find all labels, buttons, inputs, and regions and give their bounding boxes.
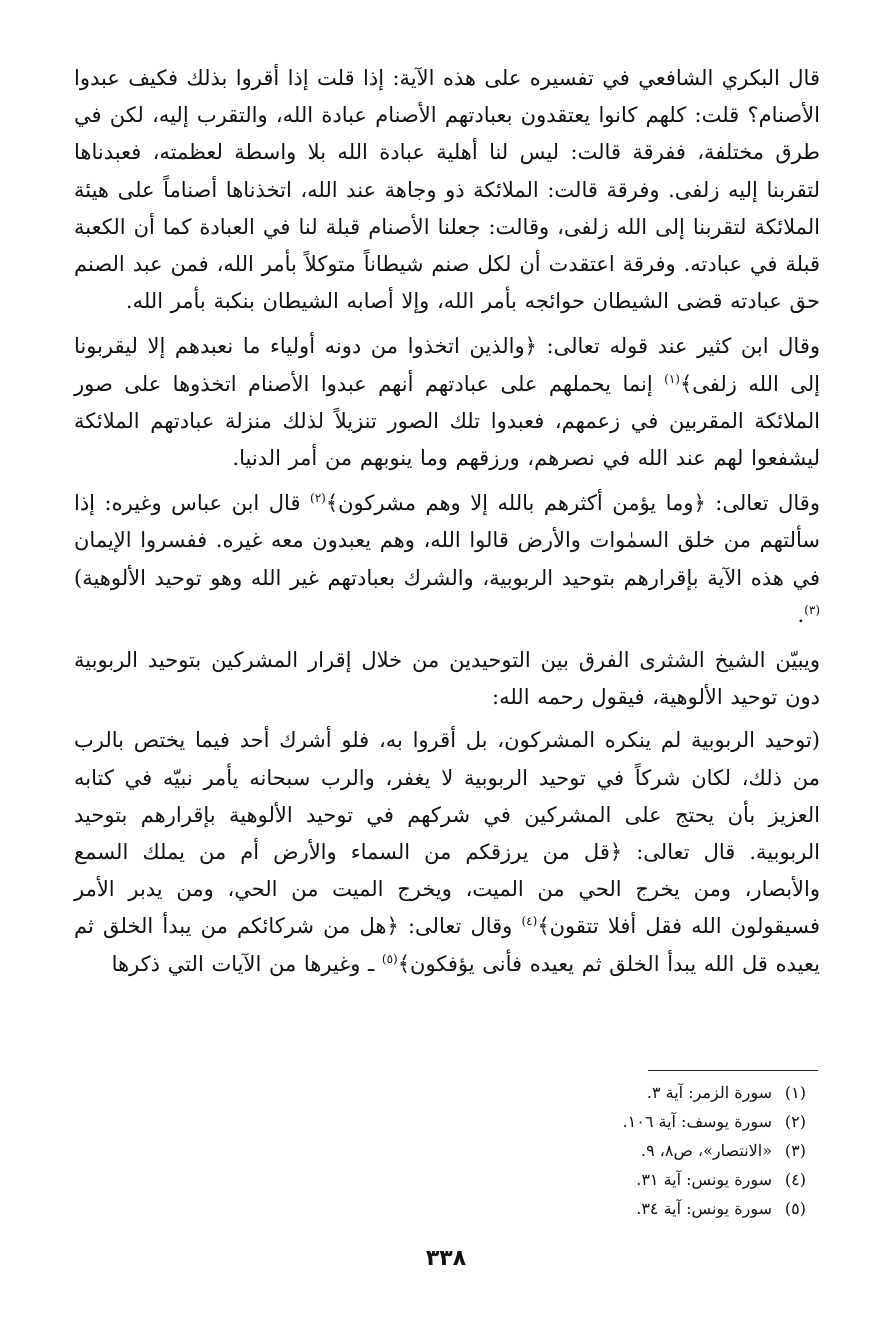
footnote-text: سورة يونس: آية ٣١. xyxy=(636,1170,772,1189)
footnote-ref: (٢) xyxy=(310,491,326,506)
paragraph-text: ـ وغيرها من الآيات التي ذكرها xyxy=(111,951,382,976)
footnote-text: سورة يوسف: آية ١٠٦. xyxy=(622,1112,772,1131)
footnote-item xyxy=(306,1107,806,1136)
paragraph-text: إنما يحملهم على عبادتهم أنهم عبدوا الأصنام اتخذوها على صور الملائكة المقربين في زعمهم، فعبدوا تلك الصور تنزيلاً لذلك منزلة عبادتهم الملائكة ليشفعوا لهم عند الله في نصرهم، ورزقهم وما ينوبهم من أمر الدنيا. xyxy=(74,371,820,471)
footnote-ref: (٣) xyxy=(804,602,820,617)
footnote-text: سورة الزمر: آية ٣. xyxy=(646,1083,772,1102)
footnote-divider xyxy=(648,1070,818,1071)
paragraph-text: قال البكري الشافعي في تفسيره على هذه الآية: إذا قلت إذا أقروا بذلك فكيف عبدوا الأصنام؟ قلت: كلهم كانوا يعتقدون بعبادتهم الأصنام عبادة الله، والتقرب إليه، لكن في طرق مختلفة، ففرقة قالت: ليس لنا أهلية عبادة الله بلا واسطة لعظمته، فعبدناها لتقربنا إليه زلفى. وفرقة قالت: الملائكة ذو وجاهة عند الله، اتخذناها أصناماً على هيئة الملائكة لتقربنا إلى الله زلفى، وقالت: جعلنا الأصنام قبلة لنا في العبادة كما أن الكعبة قبلة في عبادته. وفرقة اعتقدت أن لكل صنم شيطاناً متوكلاً بأمر الله، فمن عبد الصنم حق عبادته قضى الشيطان حوائجه بأمر الله، وإلا أصابه الشيطان بنكبة بأمر الله. xyxy=(74,66,820,314)
paragraph-text: ويبيّن الشيخ الشثرى الفرق بين التوحيدين من خلال إقرار المشركين بتوحيد الربوبية دون توحيد الألوهية، فيقول رحمه الله: xyxy=(74,648,820,710)
footnote-ref: (٥) xyxy=(381,951,398,966)
footnote-item xyxy=(306,1194,806,1223)
footnote-text: سورة يونس: آية ٣٤. xyxy=(636,1199,772,1218)
footnote-ref: (١) xyxy=(664,371,680,386)
paragraph-ibn-kathir xyxy=(74,328,820,477)
footnote-number: (٣) xyxy=(784,1141,806,1160)
footnote-number: (١) xyxy=(784,1083,806,1102)
footnote-number: (٥) xyxy=(784,1199,806,1218)
paragraph-text: (توحيد الربوبية لم ينكره المشركون، بل أقروا به، فلو أشرك أحد فيما يختص بالرب من ذلك، لكان شركاً في توحيد الربوبية لا يغفر، والرب سبحانه يأمر نبيّه في كتابه العزيز بأن يحتج على المشركين في شركهم في توحيد الألوهية بإقرارهم بتوحيد الربوبية. قال تعالى: ﴿قل من يرزقكم من السماء والأرض أم من يملك السمع والأبصار، ومن يخرج الحي من الميت، ويخرج الميت من الحي، ومن يدبر الأمر فسيقولون الله فقل أفلا تتقون﴾ xyxy=(74,728,820,939)
paragraph-bakri xyxy=(74,60,820,320)
paragraph-text: قال ابن عباس وغيره: إذا سألتهم من خلق السمٰوات والأرض قالوا الله، وهم يعبدون معه غيره. ففسروا الإيمان في هذه الآية بإقرارهم بتوحيد الربوبية، والشرك بعبادتهم غير الله وهو توحيد الألوهية) xyxy=(74,491,820,590)
footnote-item xyxy=(306,1165,806,1194)
footnote-item xyxy=(306,1136,806,1165)
footnote-number: (٢) xyxy=(784,1112,806,1131)
paragraph-text: وقال ابن كثير عند قوله تعالى: ﴿والذين اتخذوا من دونه أولياء ما نعبدهم إلا ليقربونا إلى الله زلفى﴾ xyxy=(74,334,820,396)
page-number: ٣٣٨ xyxy=(425,1246,467,1271)
paragraph-shathri-intro xyxy=(74,642,820,716)
paragraph-text: . xyxy=(797,602,805,627)
footnotes xyxy=(306,1078,806,1223)
footnote-text: «الانتصار»، ص٨، ٩. xyxy=(640,1141,772,1160)
footnote-item xyxy=(306,1078,806,1107)
paragraph-ibn-abbas xyxy=(74,485,820,634)
footnote-ref: (٤) xyxy=(521,914,538,929)
page-body xyxy=(74,60,820,983)
footnote-number: (٤) xyxy=(784,1170,806,1189)
paragraph-shathri-quote xyxy=(74,722,820,982)
paragraph-text: وقال تعالى: ﴿هل من شركائكم من يبدأ الخلق ثم يعيده قل الله يبدأ الخلق ثم يعيده فأنى يؤفكون﴾ xyxy=(74,914,820,976)
paragraph-text: وقال تعالى: ﴿وما يؤمن أكثرهم بالله إلا وهم مشركون﴾ xyxy=(325,491,820,516)
